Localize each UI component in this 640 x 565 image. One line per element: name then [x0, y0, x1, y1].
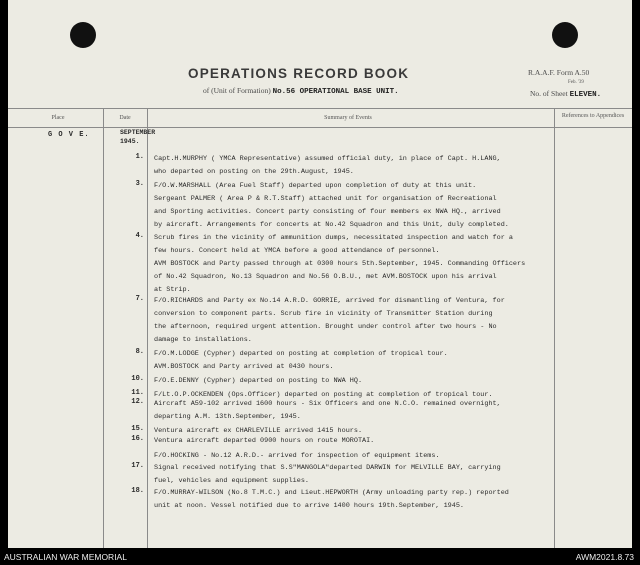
column-divider-place — [103, 108, 104, 548]
entry-text: F/O.M.LODGE (Cypher) departed on posting at completion of tropical tour. AVM.BOSTOCK and Party arrived at 0430 hours. — [154, 350, 448, 371]
column-divider-date — [147, 108, 148, 548]
form-number: R.A.A.F. Form A.50 — [528, 68, 590, 77]
entry-date: 8. — [135, 348, 144, 356]
entry-date: 18. — [131, 487, 144, 495]
sheet-number — [530, 89, 601, 99]
entry-text: F/Lt.O.P.OCKENDEN (Ops.Officer) departed on posting at completion of tropical tour. — [154, 391, 493, 399]
entry-date: 16. — [131, 435, 144, 443]
entry-text: Ventura aircraft departed 0900 hours on route MOROTAI. — [154, 437, 375, 445]
entry-text: F/O.W.MARSHALL (Area Fuel Staff) departed upon completion of duty at this unit. Sergeant PALMER ( Area P & R.T.Staff) attached unit for organisation of Recreational and Sporting activities. Concert party consisting of four members ex NWA HQ., arrived by aircraft. Arrangements for concerts at No.42 Squadron and this Unit, duly completed. — [154, 182, 509, 229]
entry-date: 10. — [131, 375, 144, 383]
column-header-date: Date — [119, 115, 131, 121]
year-label: 1945. — [120, 138, 140, 145]
header-bottom-rule — [8, 127, 632, 128]
entry-date: 1. — [135, 153, 144, 161]
form-date: Feb. '39 — [568, 80, 584, 85]
entry-date: 3. — [135, 180, 144, 188]
entry-text: Ventura aircraft ex CHARLEVILLE arrived 1415 hours. — [154, 427, 363, 435]
entry-date: 11. — [131, 389, 144, 397]
entry-date: 15. — [131, 425, 144, 433]
month-label: SEPTEMBER — [120, 129, 156, 136]
unit-value: No.56 OPERATIONAL BASE UNIT. — [272, 88, 399, 96]
entry-text: F/O.MURRAY-WILSON (No.8 T.M.C.) and Lieut.HEPWORTH (Army unloading party rep.) reported unit at noon. Vessel notified due to arrive 1400 hours 19th.September, 1945. — [154, 489, 509, 510]
sheet-value: ELEVEN. — [569, 91, 602, 99]
entry-date: 7. — [135, 295, 144, 303]
footer-institution: AUSTRALIAN WAR MEMORIAL — [4, 552, 127, 562]
entry-date: 4. — [135, 232, 144, 240]
form-title: OPERATIONS RECORD BOOK — [188, 66, 410, 81]
entry-text: Signal received notifying that S.S"MANGOLA"departed DARWIN for MELVILLE BAY, carrying fuel, vehicles and equipment supplies. — [154, 464, 501, 485]
record-sheet — [8, 0, 632, 548]
entry-text: F/O.HOCKING - No.12 A.R.D.- arrived for inspection of equipment items. — [154, 452, 440, 460]
date-month-year — [120, 128, 155, 146]
place-value: G O V E. — [48, 131, 90, 139]
entry-text: Scrub fires in the vicinity of ammunition dumps, necessitated inspection and watch for a few hours. Concert held at YMCA before a good attendance of personnel. AVM BOSTOCK and Party passed through at 0300 hours 5th.September, 1945. Commanding Officers of No.42 Squadron, No.13 Squadron and No.56 O.B.U., met AVM.BOSTOCK upon his arrival at Strip. — [154, 234, 526, 294]
unit-label: of (Unit of Formation) — [203, 86, 271, 95]
entry-text: Aircraft A59-102 arrived 1600 hours - Six Officers and one N.C.O. remained overnight, departing A.M. 13th.September, 1945. — [154, 400, 501, 421]
entry-date: 17. — [131, 462, 144, 470]
header-top-rule — [8, 108, 632, 109]
sheet-label: No. of Sheet — [530, 89, 568, 98]
entry-text: F/O.RICHARDS and Party ex No.14 A.R.D. GORRIE, arrived for dismantling of Ventura, for conversion to component parts. Scrub fire in vicinity of Transmitter Station during the afternoon, required urgent attention. Brought under control after two hours - No damage to installations. — [154, 297, 505, 344]
punch-hole-right — [552, 22, 578, 48]
column-header-summary: Summary of Events — [324, 115, 372, 121]
column-header-place: Place — [51, 115, 65, 121]
footer-accession: AWM2021.8.73 — [575, 552, 634, 562]
column-header-references: References to Appendices — [561, 113, 625, 119]
entry-date: 12. — [131, 398, 144, 406]
entry-text: F/O.E.DENNY (Cypher) departed on posting to NWA HQ. — [154, 377, 363, 385]
punch-hole-left — [70, 22, 96, 48]
unit-line — [203, 86, 399, 96]
entry-text: Capt.H.MURPHY ( YMCA Representative) assumed official duty, in place of Capt. H.LANG, who departed on posting on the 29th.August, 1945. — [154, 155, 501, 176]
